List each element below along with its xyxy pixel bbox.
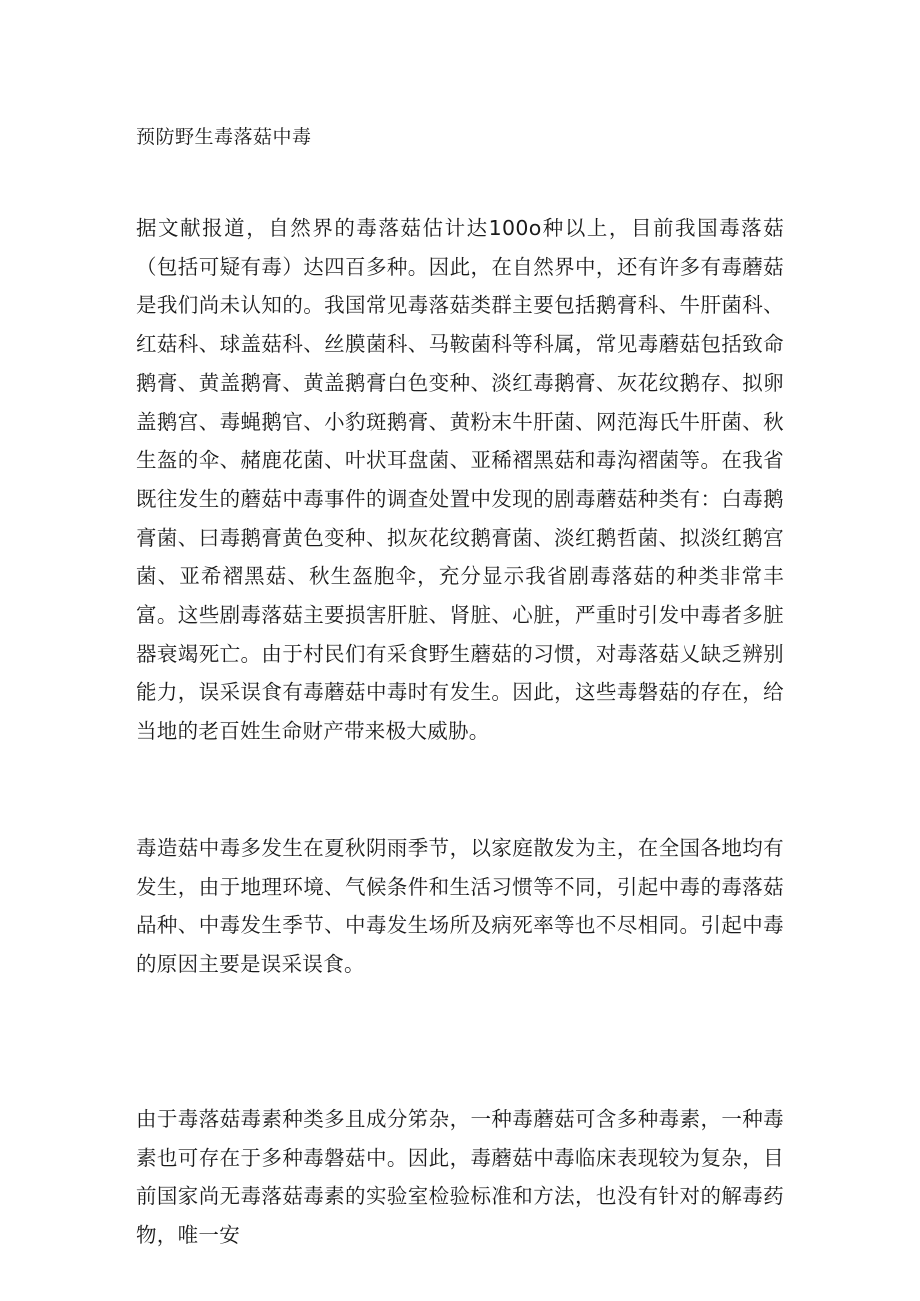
paragraph-1: 据文献报道，自然界的毒落菇估计达100o种以上，目前我国毒落菇（包括可疑有毒）达四百多种。因此，在自然界中，还有许多有毒蘑菇是我们尚未认知的。我国常见毒落菇类群主要包括鹅膏科、牛肝菌科、红菇科、球盖菇科、丝膜菌科、马鞍菌科等科属，常见毒蘑菇包括致命鹅膏、黄盖鹅膏、黄盖鹅膏白色变种、淡红毒鹅膏、灰花纹鹅存、拟卵盖鹅宫、毒蝇鹅官、小豹斑鹅膏、黄粉末牛肝菌、网范海氏牛肝菌、秋生盔的伞、赭鹿花菌、叶状耳盘菌、亚稀褶黑菇和毒沟褶菌等。在我省既往发生的蘑菇中毒事件的调查处置中发现的剧毒蘑菇种类有：白毒鹅膏菌、曰毒鹅膏黄色变种、拟灰花纹鹅膏菌、淡红鹅哲菌、拟淡红鹅宫菌、亚希褶黑菇、秋生盔胞伞，充分显示我省剧毒落菇的种类非常丰富。这些剧毒落菇主要损害肝脏、肾脏、心脏，严重时引发中毒者多脏器衰竭死亡。由于村民们有采食野生蘑菇的习惯，对毒落菇乂缺乏辨别能力，误采误食有毒蘑菇中毒时有发生。因此，这些毒磐菇的存在，给当地的老百姓生命财产带来极大威胁。	[136, 216, 784, 744]
paragraph-2: 毒造菇中毒多发生在夏秋阴雨季节，以家庭散发为主，在全国各地均有发生，由于地理环境、气候条件和生活习惯等不同，引起中毒的毒落菇品种、中毒发生季节、中毒发生场所及病死率等也不尽相同。引起中毒的原因主要是误采误食。	[136, 836, 784, 977]
paragraph-3: 由于毒落菇毒素种类多且成分笫杂，一种毒蘑菇可含多种毒素，一种毒素也可存在于多种毒磐菇中。因此，毒蘑菇中毒临床表现较为复杂，目前国家尚无毒落菇毒素的实验室检验标准和方法，也没有针对的解毒药物，唯一安	[136, 1107, 784, 1248]
document-title: 预防野生毒落菇中毒	[136, 126, 312, 148]
